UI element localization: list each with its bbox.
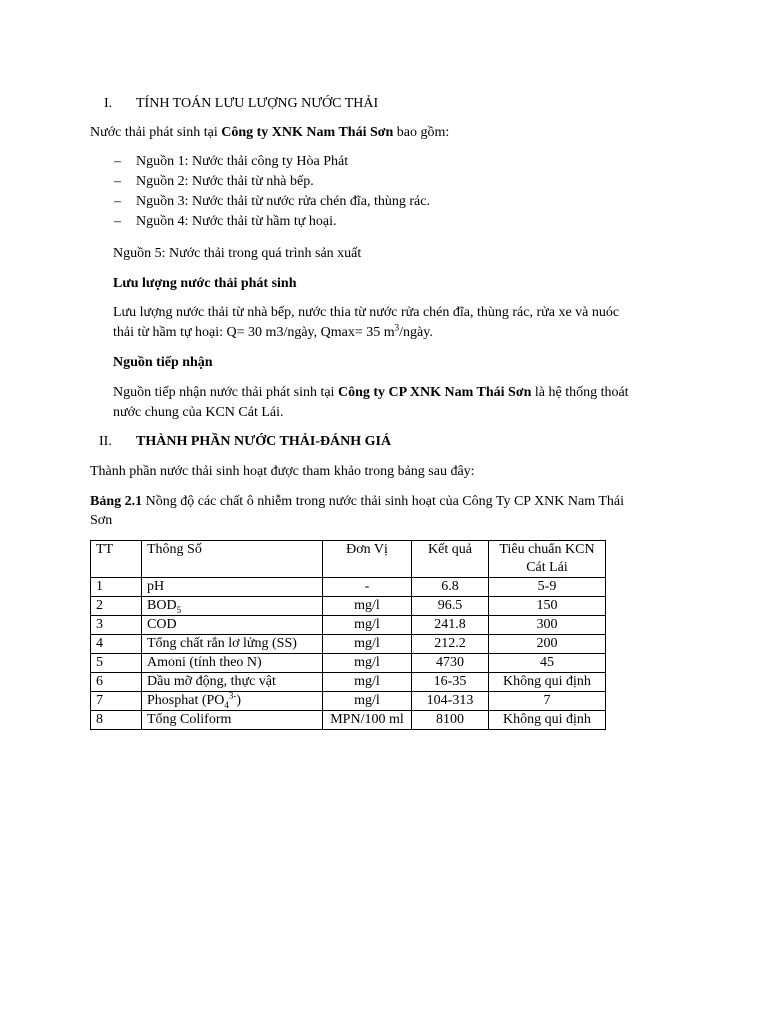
cell-unit: mg/l bbox=[323, 597, 412, 616]
cell-unit: mg/l bbox=[323, 673, 412, 692]
cell-param bbox=[142, 692, 323, 711]
receiver-heading: Nguồn tiếp nhận bbox=[113, 355, 213, 370]
flow-line-1: Lưu lượng nước thải từ nhà bếp, nước thia từ nước rửa chén đĩa, thùng rác, rửa xe và nuóc bbox=[113, 305, 620, 320]
cell-standard: 150 bbox=[489, 597, 606, 616]
list-item bbox=[114, 152, 430, 172]
cell-result: 104-313 bbox=[412, 692, 489, 711]
flow-heading: Lưu lượng nước thải phát sinh bbox=[113, 276, 297, 291]
source-text: Nguồn 2: Nước thải từ nhà bếp. bbox=[136, 174, 314, 189]
table-caption-line-2: Sơn bbox=[90, 513, 113, 528]
cell-param: Tổng Coliform bbox=[142, 711, 323, 730]
header-unit: Đơn Vị bbox=[323, 541, 412, 578]
dash-bullet: – bbox=[114, 194, 121, 209]
header-standard-line-2: Cát Lái bbox=[526, 560, 568, 575]
table-row bbox=[91, 711, 606, 730]
cell-result: 4730 bbox=[412, 654, 489, 673]
table-row bbox=[91, 673, 606, 692]
cell-standard: 7 bbox=[489, 692, 606, 711]
cell-param: Tổng chất rắn lơ lửng (SS) bbox=[142, 635, 323, 654]
header-param: Thông Số bbox=[142, 541, 323, 578]
param-sub: 4 bbox=[224, 699, 229, 710]
cell-result: 241.8 bbox=[412, 616, 489, 635]
param-suffix: ) bbox=[236, 693, 242, 708]
cell-result: 6.8 bbox=[412, 578, 489, 597]
cell-standard: Không qui định bbox=[489, 673, 606, 692]
cell-standard: 45 bbox=[489, 654, 606, 673]
source-text: Nguồn 4: Nước thải từ hầm tự hoại. bbox=[136, 214, 337, 229]
cell-unit: mg/l bbox=[323, 654, 412, 673]
receiver-company: Công ty CP XNK Nam Thái Sơn bbox=[337, 385, 532, 400]
cell-result: 16-35 bbox=[412, 673, 489, 692]
cell-unit: mg/l bbox=[323, 692, 412, 711]
table-header-row bbox=[91, 541, 606, 578]
cell-param: pH bbox=[142, 578, 323, 597]
param-sub: 5 bbox=[176, 604, 182, 615]
intro-prefix: Nước thải phát sinh tại bbox=[90, 125, 222, 140]
table-row bbox=[91, 578, 606, 597]
header-result: Kết quả bbox=[412, 541, 489, 578]
cell-unit: mg/l bbox=[323, 635, 412, 654]
section-1-heading bbox=[104, 94, 112, 114]
section-1-title: TÍNH TOÁN LƯU LƯỢNG NƯỚC THẢI bbox=[136, 96, 379, 111]
receiver-suffix: là hệ thống thoát bbox=[531, 385, 629, 400]
sources-list bbox=[114, 152, 430, 232]
cell-param bbox=[142, 597, 323, 616]
receiver-line-1 bbox=[113, 383, 629, 403]
flow-line-2-sup: 3 bbox=[394, 322, 400, 333]
intro-suffix: bao gồm: bbox=[393, 125, 450, 140]
section-1-number: I. bbox=[104, 96, 113, 111]
cell-unit: - bbox=[323, 578, 412, 597]
cell-tt: 8 bbox=[91, 711, 142, 730]
cell-result: 212.2 bbox=[412, 635, 489, 654]
dash-bullet: – bbox=[114, 214, 121, 229]
source-5-text: Nguồn 5: Nước thải trong quá trình sản xuất bbox=[113, 246, 362, 261]
cell-standard: 300 bbox=[489, 616, 606, 635]
cell-tt: 5 bbox=[91, 654, 142, 673]
cell-standard: Không qui định bbox=[489, 711, 606, 730]
header-standard bbox=[489, 541, 606, 578]
cell-tt: 2 bbox=[91, 597, 142, 616]
source-text: Nguồn 1: Nước thải công ty Hòa Phát bbox=[136, 154, 349, 169]
cell-tt: 7 bbox=[91, 692, 142, 711]
list-item bbox=[114, 172, 430, 192]
table-row bbox=[91, 654, 606, 673]
intro-company: Công ty XNK Nam Thái Sơn bbox=[221, 125, 394, 140]
table-caption-line-1 bbox=[90, 492, 624, 512]
flow-line-2-prefix: thải từ hầm tự hoại: Q= 30 m3/ngày, Qmax= 35 m bbox=[113, 325, 395, 340]
cell-result: 8100 bbox=[412, 711, 489, 730]
receiver-prefix: Nguồn tiếp nhận nước thải phát sinh tại bbox=[113, 385, 338, 400]
header-tt: TT bbox=[91, 541, 142, 578]
section-2-number: II. bbox=[99, 434, 112, 449]
table-row bbox=[91, 616, 606, 635]
cell-tt: 6 bbox=[91, 673, 142, 692]
cell-tt: 1 bbox=[91, 578, 142, 597]
flow-line-2 bbox=[113, 323, 433, 343]
table-row bbox=[91, 597, 606, 616]
receiver-line-2: nước chung của KCN Cát Lái. bbox=[113, 405, 284, 420]
table-caption-text: Nồng độ các chất ô nhiễm trong nước thải sinh hoạt của Công Ty CP XNK Nam Thái bbox=[142, 494, 625, 509]
dash-bullet: – bbox=[114, 154, 121, 169]
cell-standard: 200 bbox=[489, 635, 606, 654]
cell-standard: 5-9 bbox=[489, 578, 606, 597]
table-caption-label: Bảng 2.1 bbox=[90, 494, 143, 509]
cell-result: 96.5 bbox=[412, 597, 489, 616]
source-text: Nguồn 3: Nước thải từ nước rửa chén đĩa, thùng rác. bbox=[136, 194, 430, 209]
param-text: Phosphat (PO bbox=[147, 693, 225, 708]
param-sup: 3- bbox=[228, 690, 237, 701]
composition-intro: Thành phần nước thải sinh hoạt được tham khảo trong bảng sau đây: bbox=[90, 464, 475, 479]
table-row bbox=[91, 635, 606, 654]
section-2-title: THÀNH PHẦN NƯỚC THẢI-ĐÁNH GIÁ bbox=[136, 434, 392, 449]
cell-param: COD bbox=[142, 616, 323, 635]
cell-unit: mg/l bbox=[323, 616, 412, 635]
cell-tt: 3 bbox=[91, 616, 142, 635]
flow-line-2-suffix: /ngày. bbox=[399, 325, 433, 340]
dash-bullet: – bbox=[114, 174, 121, 189]
list-item bbox=[114, 192, 430, 212]
intro-paragraph bbox=[90, 123, 449, 143]
cell-unit: MPN/100 ml bbox=[323, 711, 412, 730]
cell-param: Dầu mỡ động, thực vật bbox=[142, 673, 323, 692]
header-standard-line-1: Tiêu chuẩn KCN bbox=[499, 542, 595, 557]
list-item bbox=[114, 212, 430, 232]
cell-param: Amoni (tính theo N) bbox=[142, 654, 323, 673]
table-row bbox=[91, 692, 606, 711]
param-text: BOD bbox=[147, 598, 177, 613]
pollutant-table bbox=[90, 540, 606, 730]
cell-tt: 4 bbox=[91, 635, 142, 654]
